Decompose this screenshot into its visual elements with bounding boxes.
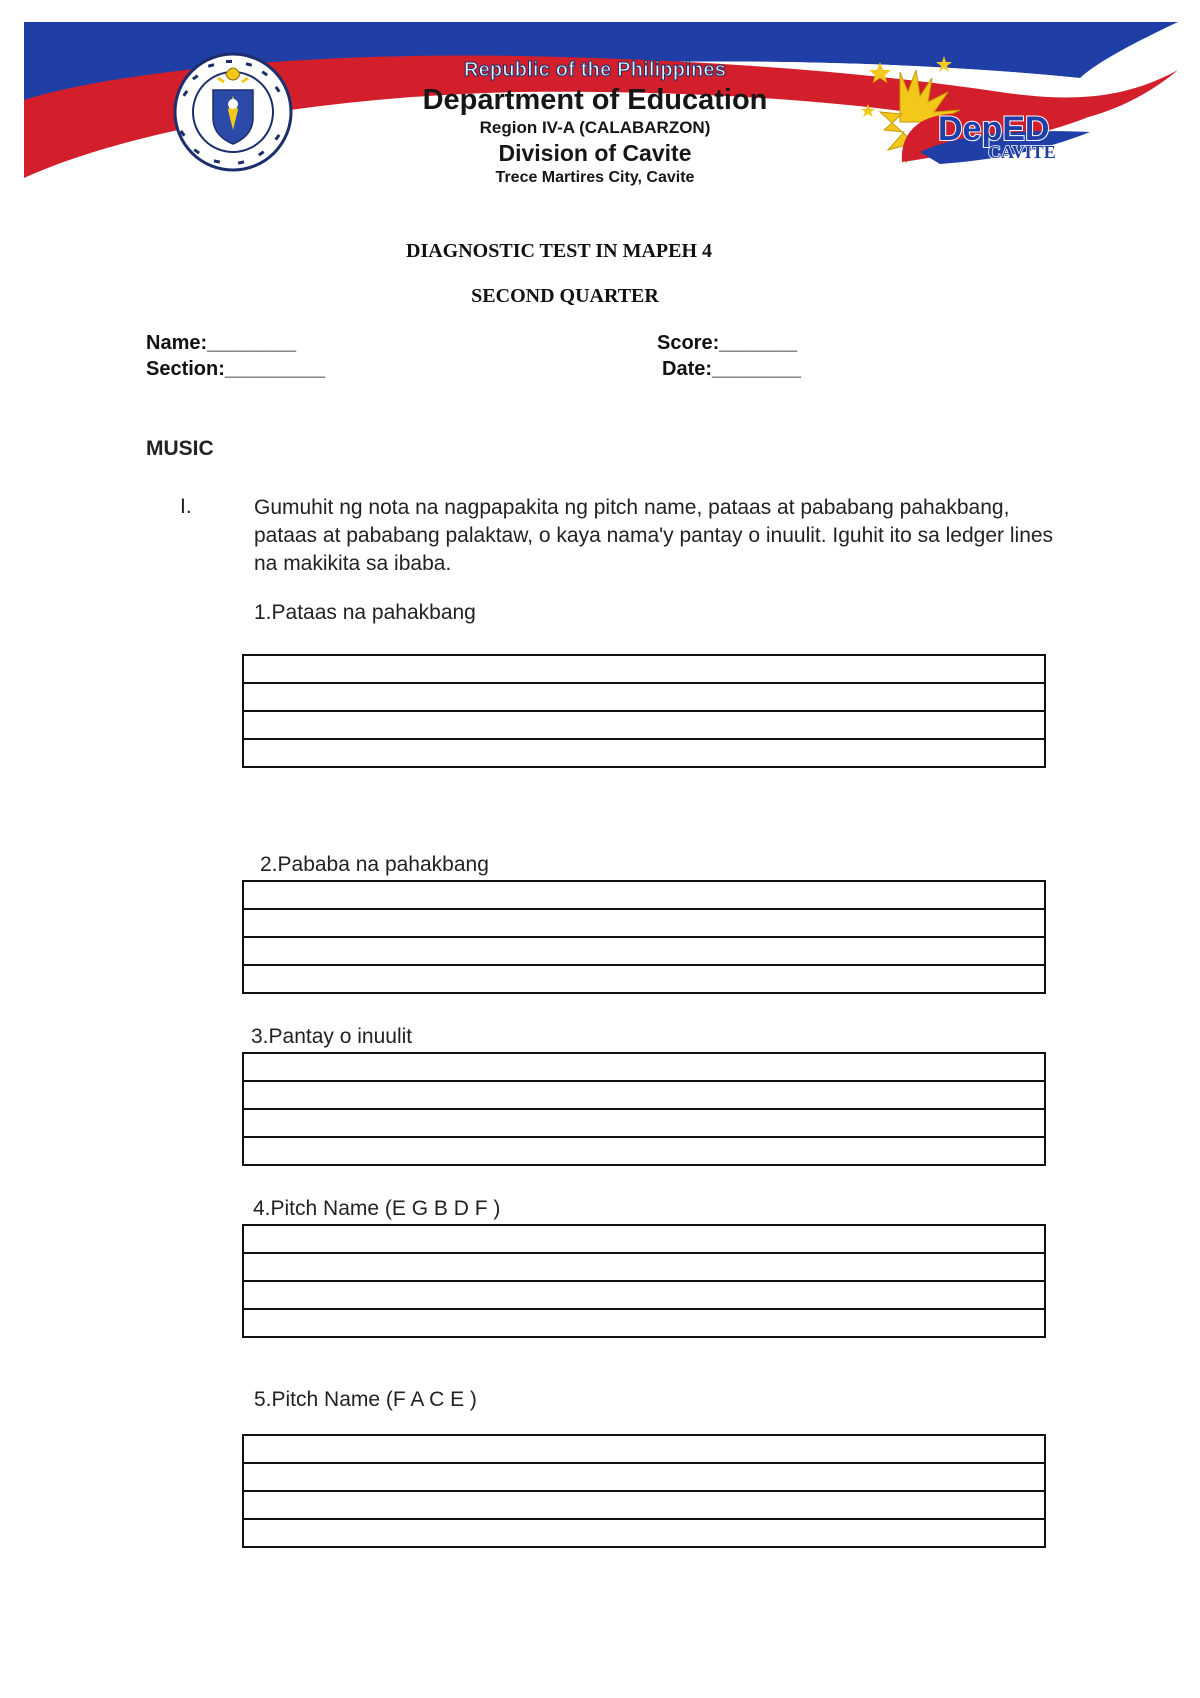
name-field[interactable]: Name:________ xyxy=(146,332,297,354)
section-field[interactable]: Section:_________ xyxy=(146,358,326,380)
staff-line xyxy=(244,964,1044,966)
city-heading: Trece Martires City, Cavite xyxy=(495,169,695,186)
staff-line xyxy=(244,1490,1044,1492)
staff-line xyxy=(244,1108,1044,1110)
staff-1[interactable] xyxy=(242,654,1046,768)
staff-line xyxy=(244,1080,1044,1082)
staff-line xyxy=(244,710,1044,712)
score-field[interactable]: Score:_______ xyxy=(657,332,798,354)
item-label-4: 4.Pitch Name (E G B D F ) xyxy=(253,1197,501,1220)
deped-cavite-logo-icon xyxy=(860,52,1110,182)
republic-heading: Republic of the Philippines xyxy=(463,59,727,81)
staff-3[interactable] xyxy=(242,1052,1046,1166)
part-numeral: I. xyxy=(180,495,192,518)
division-heading: Division of Cavite xyxy=(498,140,692,166)
staff-line xyxy=(244,738,1044,740)
staff-line xyxy=(244,1252,1044,1254)
staff-4[interactable] xyxy=(242,1224,1046,1338)
letterhead xyxy=(0,0,1200,200)
item-label-3: 3.Pantay o inuulit xyxy=(251,1025,413,1048)
test-title: DIAGNOSTIC TEST IN MAPEH 4 xyxy=(406,240,712,262)
item-label-1: 1.Pataas na pahakbang xyxy=(254,601,476,624)
staff-line xyxy=(244,1518,1044,1520)
item-label-2: 2.Pababa na pahakbang xyxy=(260,853,489,876)
section-heading-music: MUSIC xyxy=(146,437,214,460)
staff-line xyxy=(244,936,1044,938)
deped-seal-icon xyxy=(158,52,308,172)
letterhead-text xyxy=(350,60,840,186)
staff-line xyxy=(244,682,1044,684)
staff-2[interactable] xyxy=(242,880,1046,994)
staff-line xyxy=(244,1136,1044,1138)
quarter-title: SECOND QUARTER xyxy=(471,285,659,307)
item-label-5: 5.Pitch Name (F A C E ) xyxy=(254,1388,477,1411)
staff-line xyxy=(244,1308,1044,1310)
department-heading: Department of Education xyxy=(422,84,768,116)
part-instruction: Gumuhit ng nota na nagpapakita ng pitch name, pataas at pababang pahakbang, pataas at pababang palaktaw, o kaya nama'y pantay o inuulit. Iguhit ito sa ledger lines na makikita sa ibaba. xyxy=(254,496,1054,575)
staff-line xyxy=(244,908,1044,910)
staff-line xyxy=(244,1280,1044,1282)
svg-text:CAVITE: CAVITE xyxy=(988,142,1056,162)
date-field[interactable]: Date:________ xyxy=(662,358,801,380)
staff-5[interactable] xyxy=(242,1434,1046,1548)
region-heading: Region IV-A (CALABARZON) xyxy=(479,118,711,137)
staff-line xyxy=(244,1462,1044,1464)
svg-text:DepED: DepED xyxy=(938,110,1050,148)
